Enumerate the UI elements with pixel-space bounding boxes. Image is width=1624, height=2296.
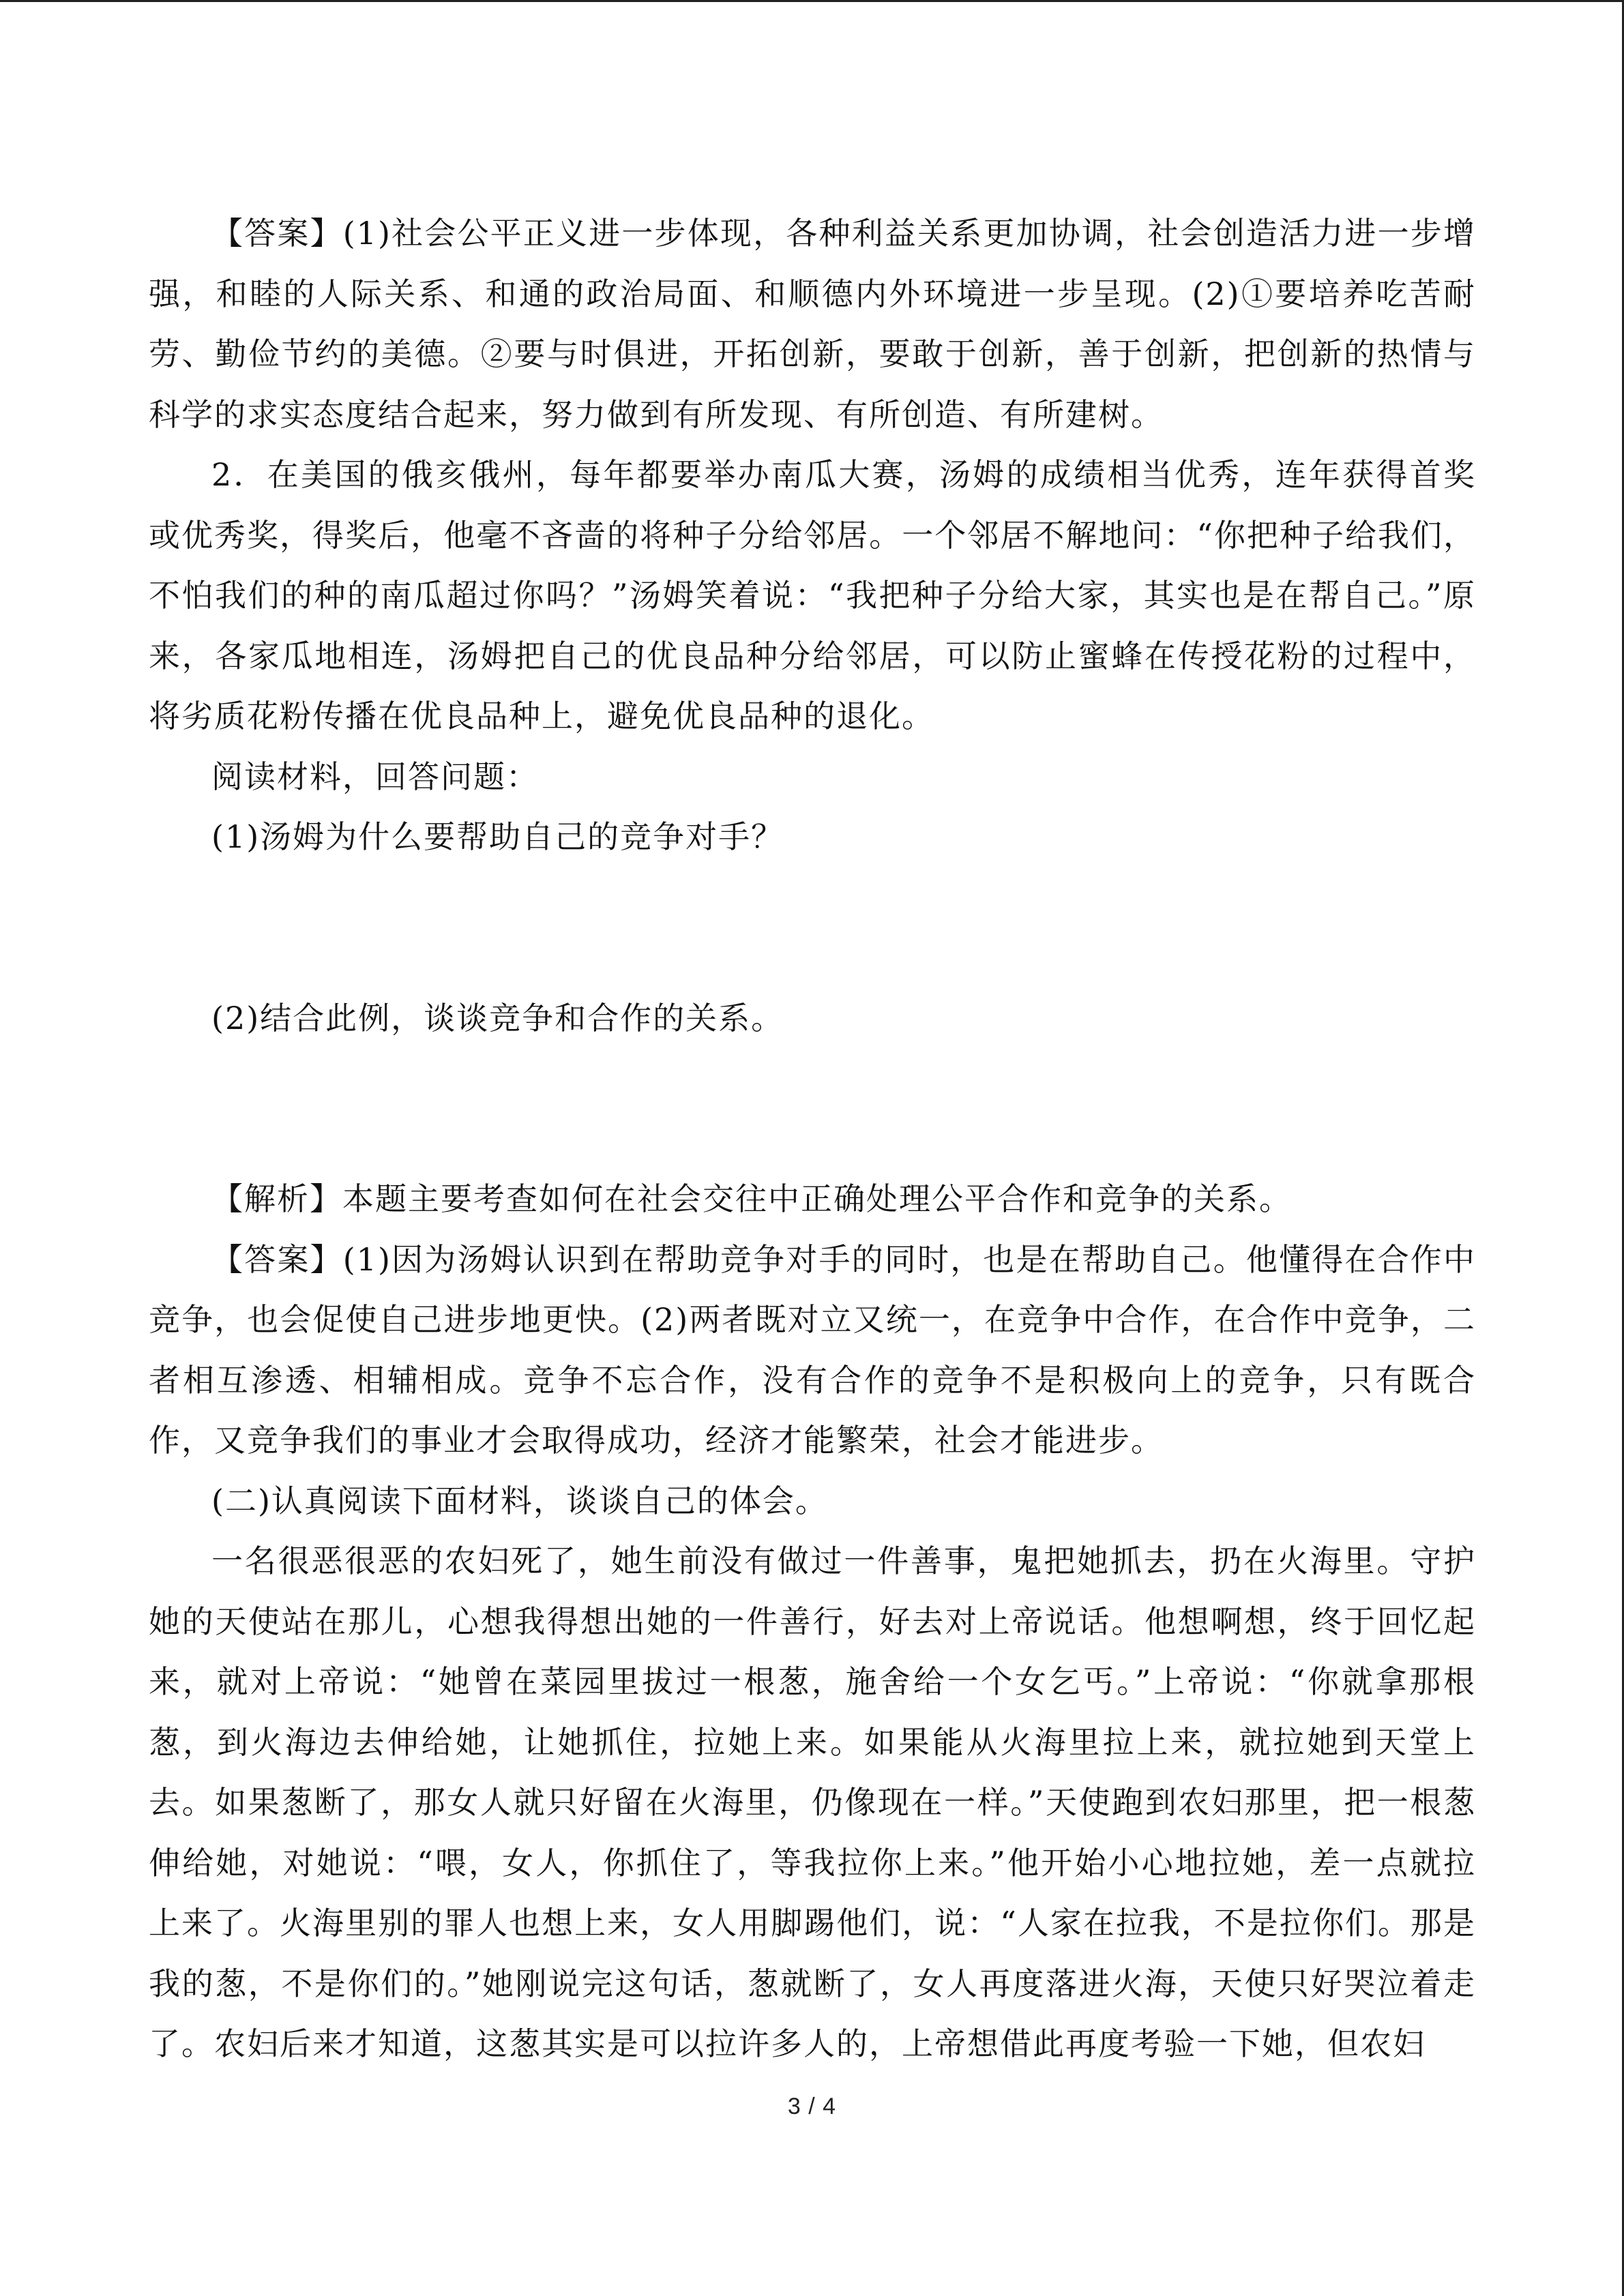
answer-space bbox=[149, 1048, 1476, 1169]
question-instruction: 阅读材料，回答问题： bbox=[211, 758, 539, 795]
analysis-paragraph: 【解析】本题主要考查如何在社会交往中正确处理公平合作和竞争的关系。 bbox=[211, 1180, 1292, 1217]
question-2-part-1: (1)汤姆为什么要帮助自己的竞争对手？ bbox=[211, 818, 784, 855]
answer-paragraph-1: 【答案】(1)社会公平正义进一步体现，各种利益关系更加协调，社会创造活力进一步增强，和睦的人际关系、和通的政治局面、和顺德内外环境进一步呈现。(2)①要培养吃苦耐劳、勤俭节约的美德。②要与时俱进，开拓创新，要敢于创新，善于创新，把创新的热情与科学的求实态度结合起来，努力做到有所发现、有所创造、有所建树。 bbox=[149, 215, 1476, 433]
document-body bbox=[149, 203, 1476, 2074]
question-2-part-2: (2)结合此例，谈谈竞争和合作的关系。 bbox=[211, 999, 784, 1037]
question-2-material: 2．在美国的俄亥俄州，每年都要举办南瓜大赛，汤姆的成绩相当优秀，连年获得首奖或优秀奖，得奖后，他毫不吝啬的将种子分给邻居。一个邻居不解地问：“你把种子给我们，不怕我们的种的南瓜超过你吗？”汤姆笑着说：“我把种子分给大家，其实也是在帮自己。”原来，各家瓜地相连，汤姆把自己的优良品种分给邻居，可以防止蜜蜂在传授花粉的过程中，将劣质花粉传播在优良品种上，避免优良品种的退化。 bbox=[149, 456, 1476, 734]
answer-paragraph-2: 【答案】(1)因为汤姆认识到在帮助竞争对手的同时，也是在帮助自己。他懂得在合作中竞争，也会促使自己进步地更快。(2)两者既对立又统一，在竞争中合作，在合作中竞争，二者相互渗透、相辅相成。竞争不忘合作，没有合作的竞争不是积极向上的竞争，只有既合作，又竞争我们的事业才会取得成功，经济才能繁荣，社会才能进步。 bbox=[149, 1240, 1476, 1459]
page-number: 3 / 4 bbox=[787, 2093, 837, 2119]
story-paragraph: 一名很恶很恶的农妇死了，她生前没有做过一件善事，鬼把她抓去，扔在火海里。守护她的天使站在那儿，心想我得想出她的一件善行，好去对上帝说话。他想啊想，终于回忆起来，就对上帝说：“她曾在菜园里拔过一根葱，施舍给一个女乞丐。”上帝说：“你就拿那根葱，到火海边去伸给她，让她抓住，拉她上来。如果能从火海里拉上来，就拉她到天堂上去。如果葱断了，那女人就只好留在火海里，仍像现在一样。”天使跑到农妇那里，把一根葱伸给她，对她说：“喂，女人，你抓住了，等我拉你上来。”他开始小心地拉她，差一点就拉上来了。火海里别的罪人也想上来，女人用脚踢他们，说：“人家在拉我，不是拉你们。那是我的葱，不是你们的。”她刚说完这句话，葱就断了，女人再度落进火海，天使只好哭泣着走了。农妇后来才知道，这葱其实是可以拉许多人的，上帝想借此再度考验一下她，但农妇 bbox=[149, 1542, 1476, 2062]
answer-space bbox=[149, 867, 1476, 988]
section-two-heading: (二)认真阅读下面材料，谈谈自己的体会。 bbox=[211, 1482, 828, 1519]
